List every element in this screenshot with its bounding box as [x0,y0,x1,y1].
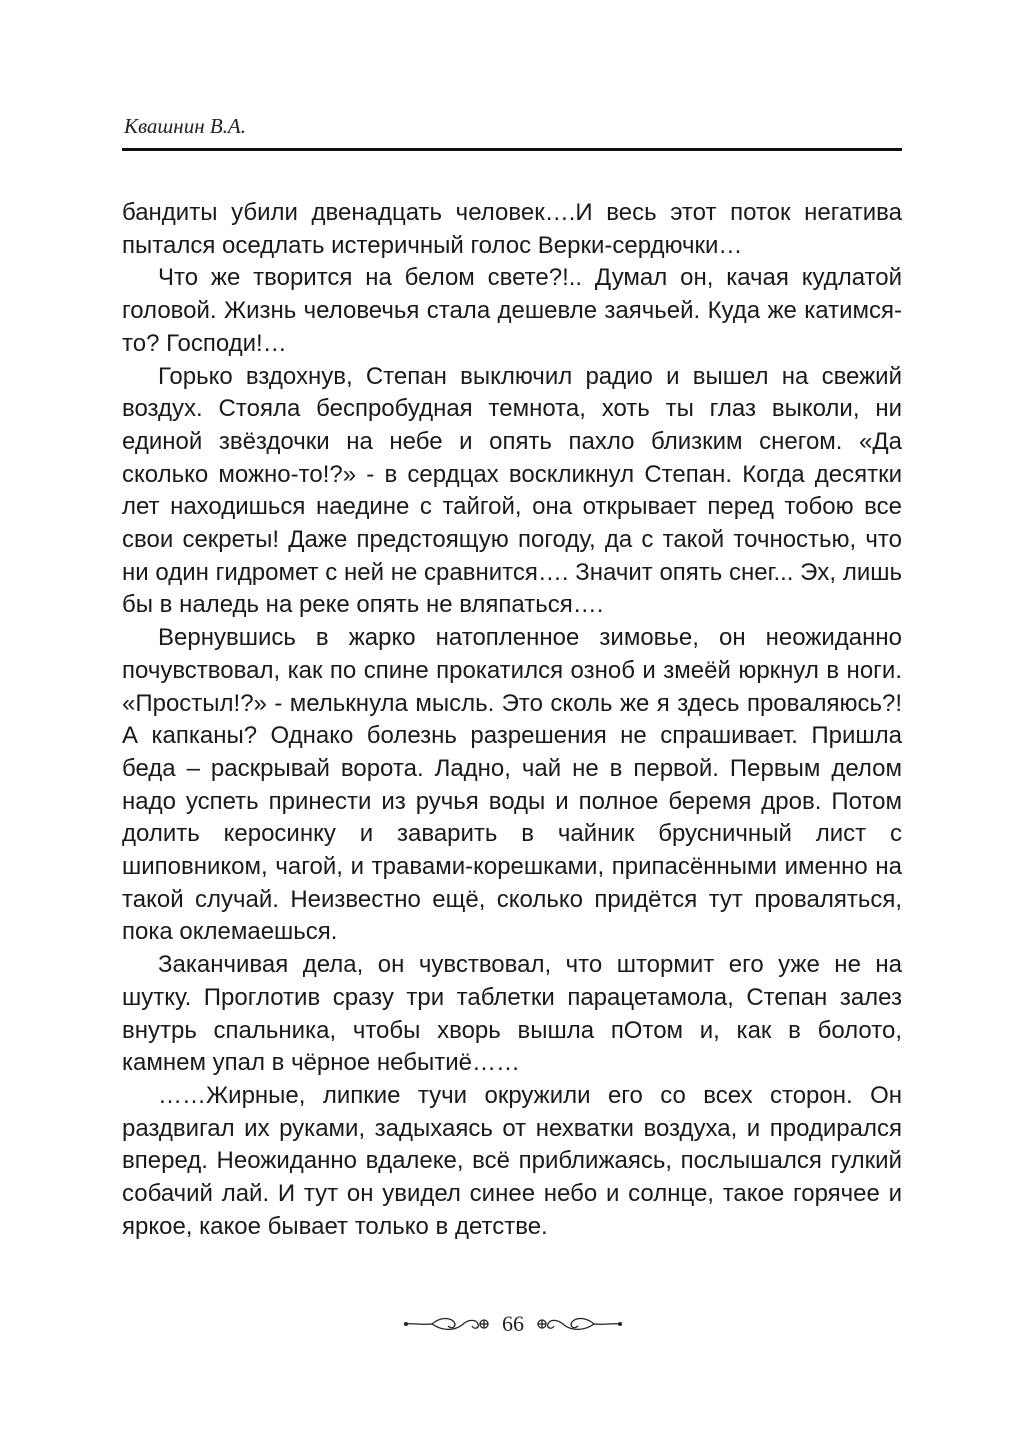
running-header [122,112,902,151]
header-rule [122,148,902,151]
paragraph: Вернувшись в жарко натопленное зимовье, он неожиданно почувствовал, как по спине прокатился озноб и змеёй юркнул в ноги. «Простыл!?» - мелькнула мысль. Это сколь же я здесь проваляюсь?! А капканы? Однако болезнь разрешения не спрашивает. Пришла беда – раскрывай ворота. Ладно, чай не в первой. Первым делом надо успеть принести из ручья воды и полное беремя дров. Потом долить керосинку и заварить в чайник брусничный лист с шиповником, чагой, и травами-корешками, припасёнными именно на такой случай. Неизвестно ещё, сколько придётся тут проваляться, пока оклемаешься. [122,624,902,946]
paragraph: бандиты убили двенадцать человек….И весь этот поток негатива пытался оседлать истеричный голос Верки-сердючки… [122,199,902,259]
flourish-left-icon [402,1312,492,1336]
page-number: 66 [502,1311,524,1336]
paragraph: ……Жирные, липкие тучи окружили его со всех сторон. Он раздвигал их руками, задыхаясь от нехватки воздуха, и продирался вперед. Неожиданно вдалеке, всё приближаясь, послышался гулкий собачий лай. И тут он увидел синее небо и солнце, такое горячее и яркое, какое бывает только в детстве. [122,1081,902,1240]
paragraph: Заканчивая дела, он чувствовал, что штормит его уже не на шутку. Проглотив сразу три таблетки парацетамола, Степан залез внутрь спальника, чтобы хворь вышла пОтом и, как в болото, камнем упал в чёрное небытиё…… [122,951,902,1077]
paragraph: Что же творится на белом свете?!.. Думал он, качая кудлатой головой. Жизнь человечья стала дешевле заячьей. Куда же катимся-то? Господи!… [122,264,902,357]
paragraph: Горько вздохнув, Степан выключил радио и вышел на свежий воздух. Стояла беспробудная темнота, хоть ты глаз выколи, ни единой звёздочки на небе и опять пахло близким снегом. «Да сколько можно-то!?» - в сердцах воскликнул Степан. Когда десятки лет находишься наедине с тайгой, она открывает перед тобою все свои секреты! Даже предстоящую погоду, да с такой точностью, что ни один гидромет с ней не сравнится…. Значит опять снег... Эх, лишь бы в наледь на реке опять не вляпаться…. [122,362,902,619]
page-footer [0,1307,1026,1341]
body-text [122,197,902,1244]
flourish-right-icon [534,1312,624,1336]
author-name: Квашнин В.А. [124,114,247,138]
